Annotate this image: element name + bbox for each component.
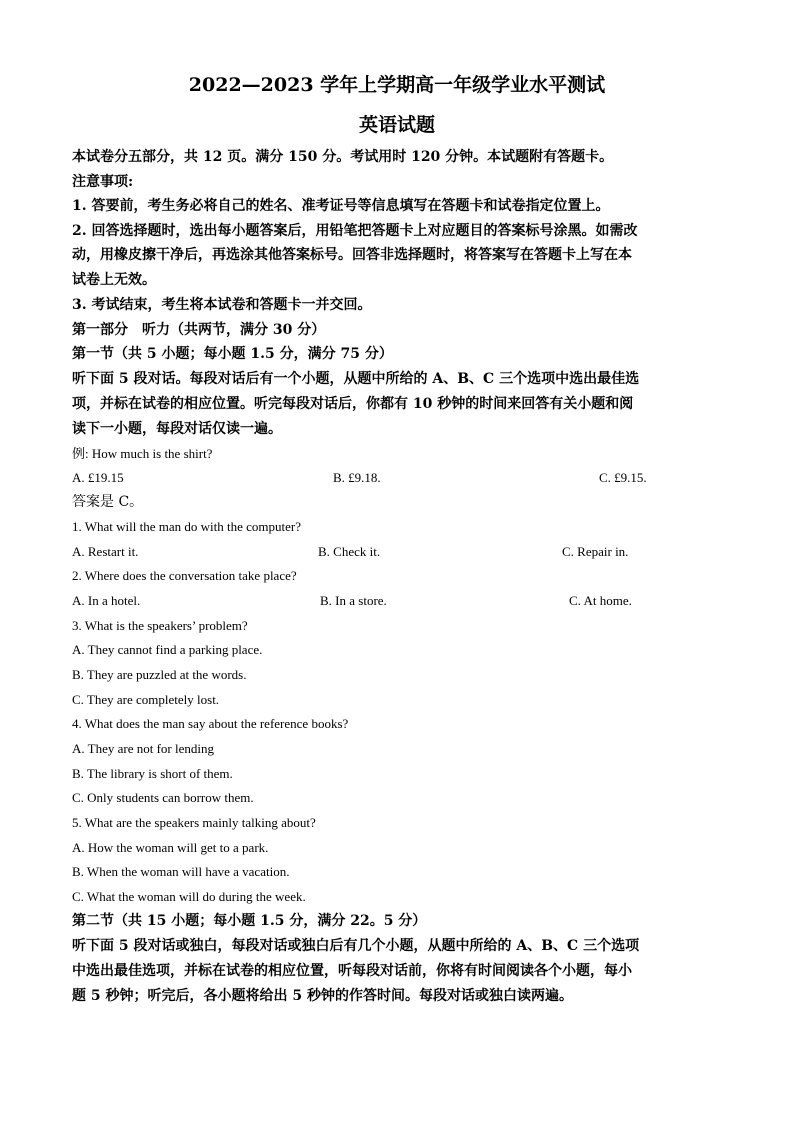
notice-item-2-line-3: 试卷上无效。 xyxy=(72,272,156,288)
question-2: 2. Where does the conversation take place? xyxy=(72,568,297,583)
notice-item-2-line-2: 动，用橡皮擦干净后，再选涂其他答案标号。回答非选择题时，将答案写在答题卡上写在本 xyxy=(72,247,632,263)
question-2-option-b: B. In a store. xyxy=(320,593,387,608)
section1-instruction-line-3: 读下一小题，每段对话仅读一遍。 xyxy=(72,421,282,437)
exam-subtitle: 英语试题 xyxy=(358,114,435,136)
notice-heading: 注意事项: xyxy=(72,174,134,190)
question-2-option-a: A. In a hotel. xyxy=(72,593,141,608)
example-option-a: A. £19.15 xyxy=(72,470,124,485)
notice-item-1: 1. 答要前，考生务必将自己的姓名、准考证号等信息填写在答题卡和试卷指定位置上。 xyxy=(72,198,610,214)
question-1-option-b: B. Check it. xyxy=(318,544,381,559)
question-1-option-a: A. Restart it. xyxy=(72,544,139,559)
intro-text: 本试卷分五部分，共 12 页。满分 150 分。考试用时 120 分钟。本试题附有答题卡。 xyxy=(72,149,614,165)
question-5-option-b: B. When the woman will have a vacation. xyxy=(72,864,290,879)
example-answer: 答案是 C。 xyxy=(72,494,144,510)
section1-instruction-line-1: 听下面 5 段对话。每段对话后有一个小题，从题中所给的 A、B、C 三个选项中选出最佳选 xyxy=(72,371,640,387)
question-5: 5. What are the speakers mainly talking about? xyxy=(72,815,316,830)
question-5-option-c: C. What the woman will do during the week. xyxy=(72,889,306,904)
section2-instruction-line-1: 听下面 5 段对话或独白，每段对话或独白后有几个小题，从题中所给的 A、B、C 三个选项 xyxy=(72,938,640,954)
section2-instruction-line-2: 中选出最佳选项，并标在试卷的相应位置，听每段对话前，你将有时间阅读各个小题，每小 xyxy=(72,963,632,979)
question-3-option-c: C. They are completely lost. xyxy=(72,692,220,707)
question-1: 1. What will the man do with the computer? xyxy=(72,519,302,534)
section1-instruction-line-2: 项，并标在试卷的相应位置。听完每段对话后，你都有 10 秒钟的时间来回答有关小题和阅 xyxy=(72,396,634,412)
notice-item-2-line-1: 2. 回答选择题时，选出每小题答案后，用铅笔把答题卡上对应题目的答案标号涂黑。如需改 xyxy=(72,223,638,239)
question-3: 3. What is the speakers’ problem? xyxy=(72,618,248,633)
question-5-option-a: A. How the woman will get to a park. xyxy=(72,840,269,855)
example-option-c: C. £9.15. xyxy=(599,470,647,485)
notice-item-3: 3. 考试结束，考生将本试卷和答题卡一并交回。 xyxy=(72,297,372,313)
question-1-option-c: C. Repair in. xyxy=(562,544,629,559)
question-3-option-a: A. They cannot find a parking place. xyxy=(72,642,263,657)
question-4-option-c: C. Only students can borrow them. xyxy=(72,790,254,805)
section2-instruction-line-3: 题 5 秒钟；听完后，各小题将给出 5 秒钟的作答时间。每段对话或独白读两遍。 xyxy=(72,988,573,1004)
question-4-option-a: A. They are not for lending xyxy=(72,741,214,756)
question-4-option-b: B. The library is short of them. xyxy=(72,766,233,781)
section1-heading: 第一节（共 5 小题；每小题 1.5 分，满分 75 分） xyxy=(72,346,393,362)
example-option-b: B. £9.18. xyxy=(333,470,381,485)
question-2-option-c: C. At home. xyxy=(569,593,632,608)
section2-heading: 第二节（共 15 小题；每小题 1.5 分，满分 22。5 分） xyxy=(72,913,427,929)
question-4: 4. What does the man say about the reference books? xyxy=(72,716,349,731)
part1-heading: 第一部分 听力（共两节，满分 30 分） xyxy=(72,322,326,338)
question-3-option-b: B. They are puzzled at the words. xyxy=(72,667,247,682)
example-question: 例: How much is the shirt? xyxy=(72,446,213,461)
exam-title: 2022—2023 学年上学期高一年级学业水平测试 xyxy=(188,74,606,96)
